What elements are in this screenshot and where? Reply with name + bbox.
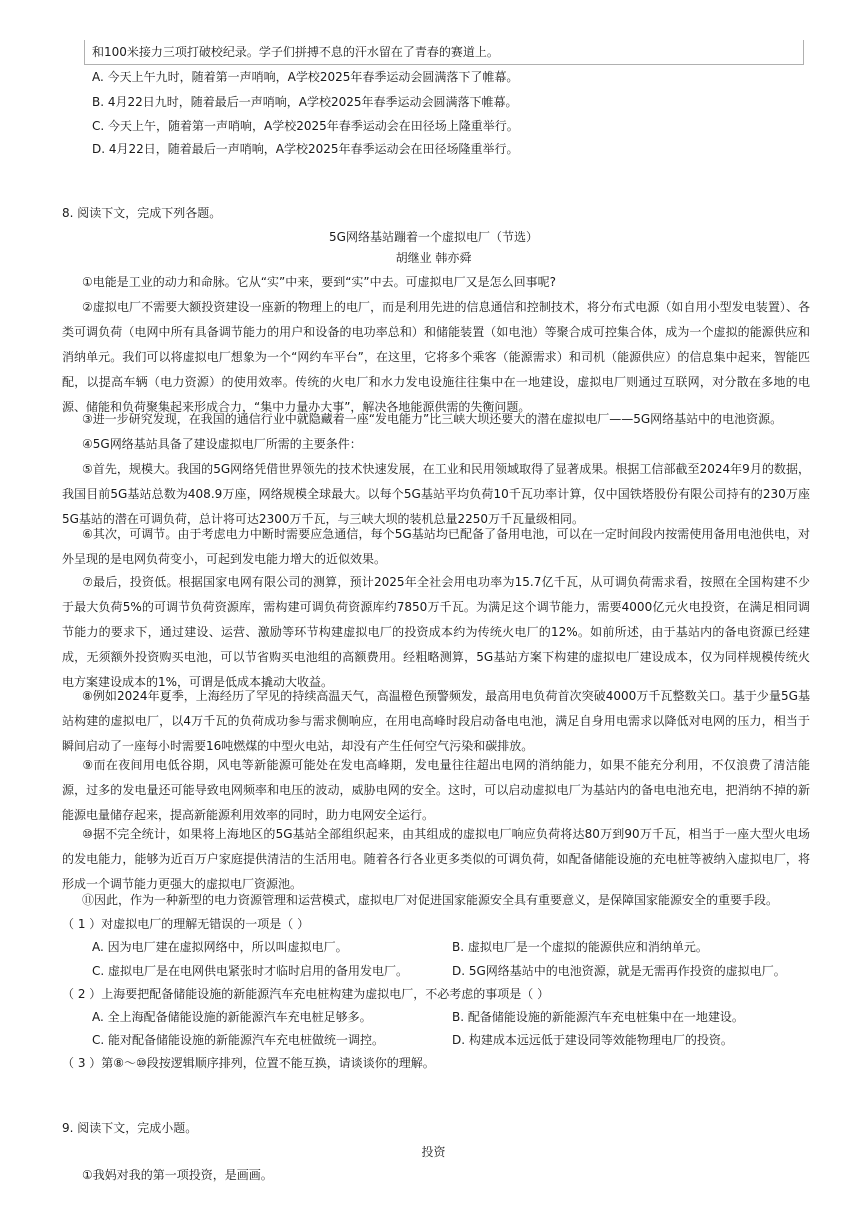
q7-passage-tail: 和100米接力三项打破校纪录。学子们拼搏不息的汗水留在了青春的赛道上。 [92, 45, 499, 59]
q8-paragraph-9: ⑨而在夜间用电低谷期，风电等新能源可能处在发电高峰期，发电量往往超出电网的消纳能力，如果不能充分利用，不仅浪费了清洁能源，过多的发电量还可能导致电网频率和电压的波动，威胁电网的安全。这时，可以启动虚拟电厂为基站内的备电电池充电，把消纳不掉的新能源电量储存起来，提高新能源利用效率的同时，助力电网安全运行。 [62, 758, 810, 822]
q8-sub2-option-a[interactable]: A. 全上海配备储能设施的新能源汽车充电桩足够多。 [92, 1010, 372, 1024]
q8-article-title: 5G网络基站蹦着一个虚拟电厂（节选） [329, 230, 538, 244]
q8-paragraph-1: ①电能是工业的动力和命脉。它从“实”中来，要到“实”中去。可虚拟电厂又是怎么回事呢? [82, 275, 556, 289]
q8-paragraph-10: ⑩据不完全统计，如果将上海地区的5G基站全部组织起来，由其组成的虚拟电厂响应负荷将达80万到90万千瓦，相当于一座大型火电场的发电能力，能够为近百万户家庭提供清洁的生活用电。随着各行各业更多类似的可调负荷，如配备储能设施的充电桩等被纳入虚拟电厂，将形成一个调节能力更强大的虚拟电厂资源池。 [62, 827, 810, 891]
q8-sub1-option-b[interactable]: B. 虚拟电厂是一个虚拟的能源供应和消纳单元。 [452, 940, 708, 954]
q8-paragraph-4: ④5G网络基站具备了建设虚拟电厂所需的主要条件： [82, 437, 362, 451]
q9-paragraph-1: ①我妈对我的第一项投资，是画画。 [82, 1168, 273, 1182]
q8-paragraph-11: ⑪因此，作为一种新型的电力资源管理和运营模式，虚拟电厂对促进国家能源安全具有重要意义，是保障国家能源安全的重要手段。 [82, 893, 779, 907]
q8-sub2-stem: （ 2 ）上海要把配备储能设施的新能源汽车充电桩构建为虚拟电厂，不必考虑的事项是（ ） [62, 987, 550, 1001]
q7-option-c[interactable]: C. 今天上午，随着第一声哨响，A学校2025年春季运动会在田径场上隆重举行。 [92, 119, 519, 133]
q8-paragraph-6: ⑥其次，可调节。由于考虑电力中断时需要应急通信，每个5G基站均已配备了备用电池，可以在一定时间段内按需使用备用电池供电，对外呈现的是电网负荷变小，可起到发电能力增大的近似效果。 [62, 527, 810, 566]
q8-paragraph-7: ⑦最后，投资低。根据国家电网有限公司的测算，预计2025年全社会用电功率为15.7亿千瓦，从可调负荷需求看，按照在全国构建不少于最大负荷5%的可调节负荷资源库，需构建可调负荷资源库约7850万千瓦。为满足这个调节能力，需要4000亿元火电投资，在满足相同调节能力的要求下，通过建设、运营、激励等环节构建虚拟电厂的投资成本约为传统火电厂的12%。如前所述，由于基站内的备电资源已经建成，无须额外投资购买电池，可以节省购买电池组的高额费用。经粗略测算，5G基站方案下构建的虚拟电厂建设成本，仅为同样规模传统火电方案建设成本的1%，可谓是低成本撬动大收益。 [62, 575, 810, 689]
q8-paragraph-2: ②虚拟电厂不需要大额投资建设一座新的物理上的电厂，而是利用先进的信息通信和控制技术，将分布式电源（如自用小型发电装置）、各类可调负荷（电网中所有具备调节能力的用户和设备的电功率总和）和储能装置（如电池）等聚合成可控集合体，成为一个虚拟的能源供应和消纳单元。我们可以将虚拟电厂想象为一个“网约车平台”，在这里，它将多个乘客（能源需求）和司机（能源供应）的信息集中起来，智能匹配，以提高车辆（电力资源）的使用效率。传统的火电厂和水力发电设施往往集中在一地建设，虚拟电厂则通过互联网，对分散在多地的电源、储能和负荷聚集起来形成合力，“集中力量办大事”，解决各地能源供需的失衡问题。 [62, 300, 810, 414]
q8-sub1-stem: （ 1 ）对虚拟电厂的理解无错误的一项是（ ） [62, 917, 310, 931]
q9-article-title: 投资 [421, 1145, 446, 1159]
q8-sub3-stem: （ 3 ）第⑧～⑩段按逻辑顺序排列，位置不能互换，请谈谈你的理解。 [62, 1056, 435, 1070]
q8-sub1-option-c[interactable]: C. 虚拟电厂是在电网供电紧张时才临时启用的备用发电厂。 [92, 964, 409, 978]
q8-sub1-option-d[interactable]: D. 5G网络基站中的电池资源，就是无需再作投资的虚拟电厂。 [452, 964, 786, 978]
q8-article-authors: 胡继业 韩亦舜 [395, 251, 472, 265]
q9-heading: 9. 阅读下文，完成小题。 [62, 1121, 198, 1135]
q7-option-d[interactable]: D. 4月22日，随着最后一声哨响，A学校2025年春季运动会在田径场隆重举行。 [92, 142, 519, 156]
q8-paragraph-8: ⑧例如2024年夏季，上海经历了罕见的持续高温天气，高温橙色预警频发，最高用电负荷首次突破4000万千瓦整数关口。基于少量5G基站构建的虚拟电厂，以4万千瓦的负荷成功参与需求侧响应，在用电高峰时段启动备电电池，满足自身用电需求以降低对电网的压力，相当于瞬间启动了一座每小时需要16吨燃煤的中型火电站，却没有产生任何空气污染和碳排放。 [62, 689, 810, 753]
q8-sub2-option-c[interactable]: C. 能对配备储能设施的新能源汽车充电桩做统一调控。 [92, 1033, 385, 1047]
q8-paragraph-3: ③进一步研究发现，在我国的通信行业中就隐藏着一座“发电能力”比三峡大坝还要大的潜在虚拟电厂——5G网络基站中的电池资源。 [82, 412, 783, 426]
q8-paragraph-5: ⑤首先，规模大。我国的5G网络凭借世界领先的技术快速发展，在工业和民用领域取得了显著成果。根据工信部截至2024年9月的数据，我国目前5G基站总数为408.9万座，网络规模全球最大。以每个5G基站平均负荷10千瓦功率计算，仅中国铁塔股份有限公司持有的230万座5G基站的潜在可调负荷，总计将可达2300万千瓦，与三峡大坝的装机总量2250万千瓦量级相同。 [62, 462, 810, 526]
q8-sub2-option-d[interactable]: D. 构建成本远远低于建设同等效能物理电厂的投资。 [452, 1033, 733, 1047]
q7-option-b[interactable]: B. 4月22日九时，随着最后一声哨响，A学校2025年春季运动会圆满落下帷幕。 [92, 95, 518, 109]
q8-sub1-option-a[interactable]: A. 因为电厂建在虚拟网络中，所以叫虚拟电厂。 [92, 940, 348, 954]
q8-sub2-option-b[interactable]: B. 配备储能设施的新能源汽车充电桩集中在一地建设。 [452, 1010, 744, 1024]
q7-option-a[interactable]: A. 今天上午九时，随着第一声哨响，A学校2025年春季运动会圆满落下了帷幕。 [92, 70, 519, 84]
q8-heading: 8. 阅读下文，完成下列各题。 [62, 206, 222, 220]
